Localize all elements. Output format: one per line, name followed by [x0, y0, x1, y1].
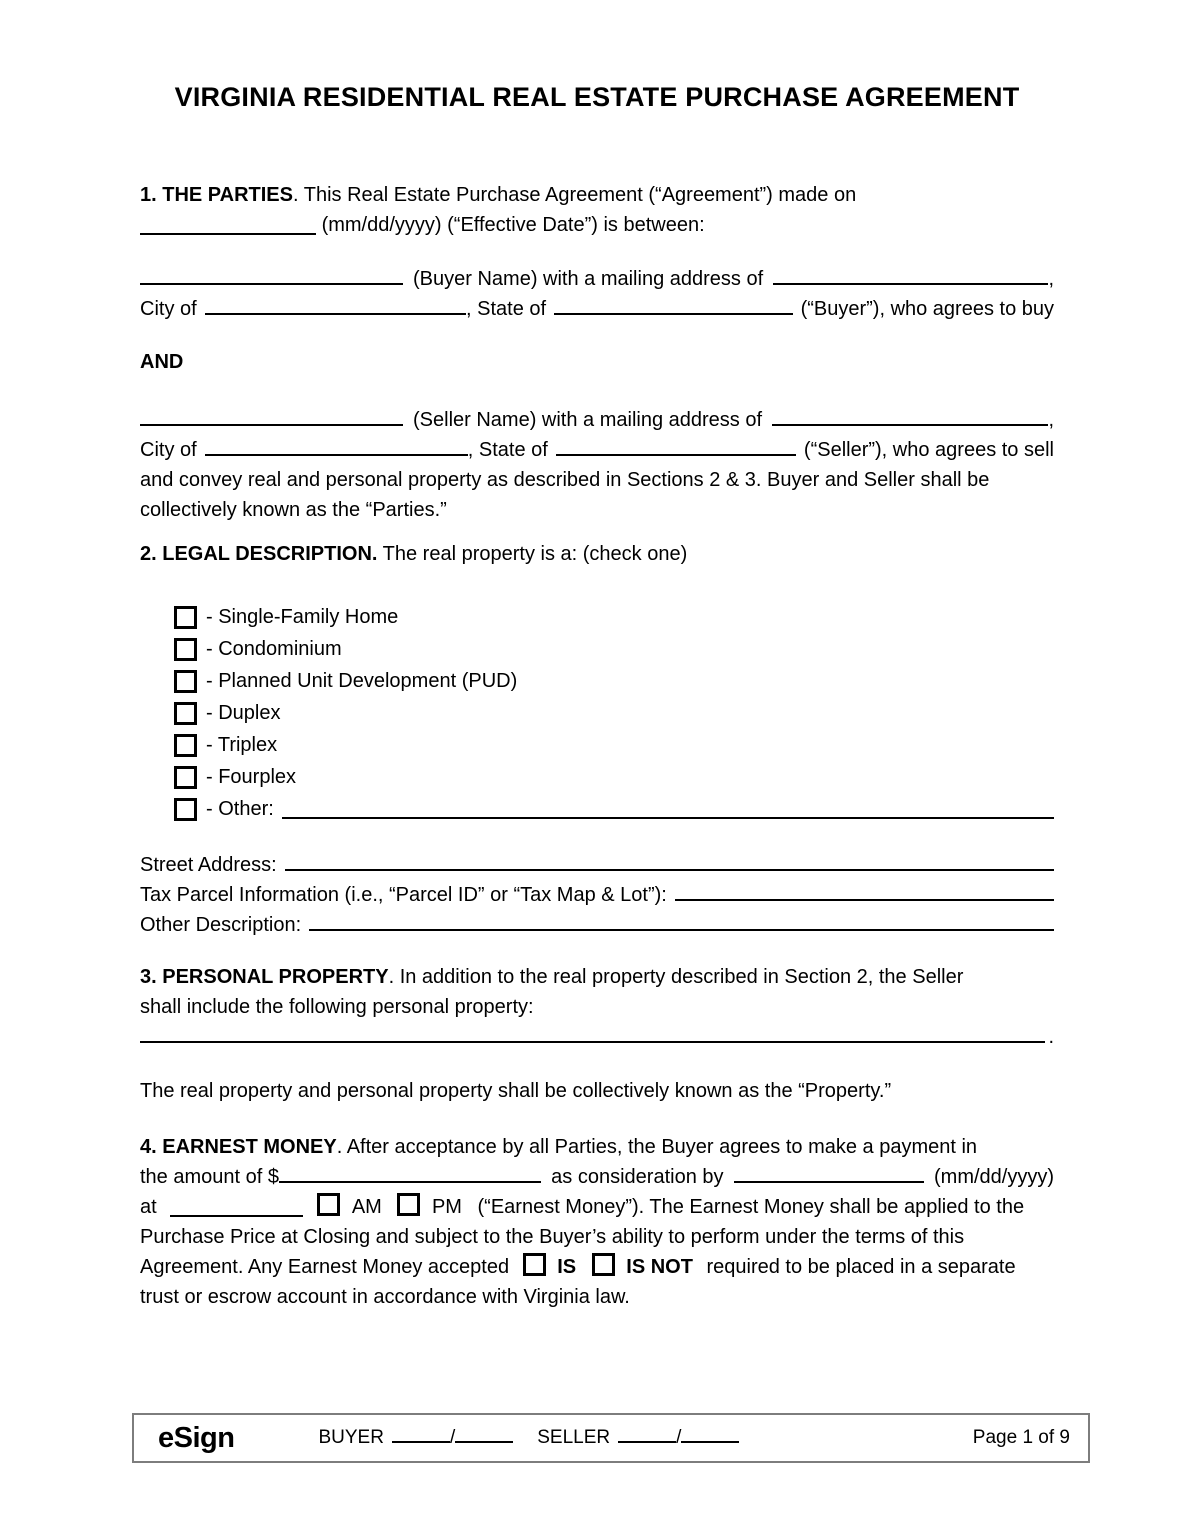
is-label: IS: [557, 1256, 577, 1278]
legal-heading-rest: The real property is a: (check one): [382, 543, 688, 565]
seller-state-blank[interactable]: [556, 454, 796, 456]
checkbox-is[interactable]: [523, 1253, 546, 1276]
footer-initials: [318, 1427, 739, 1449]
section-earnest-money: [140, 1132, 1054, 1312]
slash: /: [676, 1427, 682, 1448]
earnest-line5-end: required to be placed in a separate: [706, 1256, 1016, 1278]
earnest-line5-pre: Agreement. Any Earnest Money accepted: [140, 1256, 510, 1278]
seller-paragraph: [140, 405, 1054, 525]
seller-initial-blank-1[interactable]: [618, 1441, 676, 1443]
legal-heading: 2. LEGAL DESCRIPTION.: [140, 543, 378, 565]
checkbox-single-family-home[interactable]: [174, 606, 197, 629]
option-label: - Triplex: [206, 733, 278, 756]
section-legal-heading: [140, 539, 1054, 569]
checkbox-planned-unit-development[interactable]: [174, 670, 197, 693]
earnest-amount-blank[interactable]: [279, 1181, 541, 1183]
slash: /: [449, 1427, 456, 1448]
property-type-options: [140, 601, 1054, 825]
option-label: - Condominium: [206, 637, 342, 660]
checkbox-pm[interactable]: [397, 1193, 420, 1216]
parties-heading-rest: . This Real Estate Purchase Agreement (“Agreement”) made on: [293, 184, 857, 206]
earnest-at-label: at: [140, 1196, 157, 1218]
effective-date-suffix: (mm/dd/yyyy) (“Effective Date”) is between:: [321, 214, 705, 236]
seller-end-text: (“Seller”), who agrees to sell: [803, 439, 1054, 461]
personal-closing: The real property and personal property shall be collectively known as the “Property.”: [140, 1080, 892, 1102]
page-footer: [132, 1413, 1090, 1463]
checkbox-is-not[interactable]: [592, 1253, 615, 1276]
buyer-initial-blank-2[interactable]: [455, 1441, 513, 1443]
seller-line4: collectively known as the “Parties.”: [140, 499, 447, 521]
section-personal-property: [140, 962, 1054, 1022]
seller-city-blank[interactable]: [205, 454, 468, 456]
earnest-time-blank[interactable]: [170, 1215, 303, 1217]
checkbox-duplex[interactable]: [174, 702, 197, 725]
parties-heading: 1. THE PARTIES: [140, 184, 293, 206]
buyer-comma: ,: [1048, 268, 1054, 290]
personal-heading: 3. PERSONAL PROPERTY: [140, 966, 389, 988]
buyer-city-label: City of: [140, 298, 197, 320]
seller-initial-blank-2[interactable]: [681, 1441, 739, 1443]
earnest-line4: Purchase Price at Closing and subject to the Buyer’s ability to perform under the terms of this: [140, 1226, 965, 1248]
pm-label: PM: [431, 1196, 462, 1218]
earnest-heading-rest: . After acceptance by all Parties, the Buyer agrees to make a payment in: [336, 1136, 978, 1158]
option-fourplex: [174, 761, 1054, 793]
effective-date-blank[interactable]: [140, 233, 316, 235]
earnest-line2-mid: as consideration by: [551, 1166, 724, 1188]
checkbox-other[interactable]: [174, 798, 197, 821]
esign-logo: eSign: [158, 1421, 235, 1454]
option-label: - Duplex: [206, 701, 281, 724]
section-parties-intro: [140, 180, 1054, 240]
earnest-amount-label: the amount of $: [140, 1166, 279, 1188]
document-content: [140, 0, 1054, 1312]
buyer-address-blank[interactable]: [773, 283, 1048, 285]
checkbox-condominium[interactable]: [174, 638, 197, 661]
other-description-label: Other Description:: [140, 914, 302, 936]
personal-line2: shall include the following personal property:: [140, 996, 534, 1018]
earnest-line3-end: (“Earnest Money”). The Earnest Money shall be applied to the: [477, 1196, 1025, 1218]
personal-property-blank[interactable]: [140, 1041, 1045, 1043]
seller-city-label: City of: [140, 439, 197, 461]
option-condominium: [174, 633, 1054, 665]
tax-parcel-blank[interactable]: [675, 899, 1054, 901]
option-label: - Single-Family Home: [206, 605, 399, 628]
other-option-blank[interactable]: [282, 817, 1054, 819]
option-label: - Planned Unit Development (PUD): [206, 669, 518, 692]
option-other: [174, 793, 1054, 825]
option-single-family-home: [174, 601, 1054, 633]
street-address-label: Street Address:: [140, 854, 277, 876]
other-description-blank[interactable]: [309, 929, 1054, 931]
tax-parcel-label: Tax Parcel Information (i.e., “Parcel ID” or “Tax Map & Lot”):: [140, 884, 667, 906]
seller-name-blank[interactable]: [140, 424, 403, 426]
buyer-city-blank[interactable]: [205, 313, 466, 315]
seller-line3: and convey real and personal property as described in Sections 2 & 3. Buyer and Seller shall be: [140, 469, 990, 491]
checkbox-triplex[interactable]: [174, 734, 197, 757]
option-duplex: [174, 697, 1054, 729]
earnest-line6: trust or escrow account in accordance with Virginia law.: [140, 1286, 630, 1308]
seller-mid-text: (Seller Name) with a mailing address of: [413, 409, 763, 431]
document-title: VIRGINIA RESIDENTIAL REAL ESTATE PURCHASE AGREEMENT: [174, 82, 1020, 112]
address-block: [140, 850, 1054, 940]
option-triplex: [174, 729, 1054, 761]
am-label: AM: [351, 1196, 382, 1218]
earnest-line2-end: (mm/dd/yyyy): [934, 1166, 1054, 1188]
and-label: AND: [140, 351, 184, 373]
option-planned-unit-development: [174, 665, 1054, 697]
street-address-blank[interactable]: [285, 869, 1054, 871]
option-label: - Fourplex: [206, 765, 297, 788]
checkbox-am[interactable]: [317, 1193, 340, 1216]
seller-address-blank[interactable]: [772, 424, 1048, 426]
buyer-name-blank[interactable]: [140, 283, 403, 285]
page-number: Page 1 of 9: [972, 1427, 1070, 1448]
footer-seller-label: SELLER: [537, 1427, 611, 1448]
buyer-state-blank[interactable]: [554, 313, 792, 315]
personal-heading-rest: . In addition to the real property described in Section 2, the Seller: [388, 966, 964, 988]
consideration-date-blank[interactable]: [734, 1181, 925, 1183]
earnest-heading: 4. EARNEST MONEY: [140, 1136, 337, 1158]
buyer-mid-text: (Buyer Name) with a mailing address of: [413, 268, 764, 290]
is-not-label: IS NOT: [626, 1256, 693, 1278]
buyer-state-label: , State of: [466, 298, 547, 320]
seller-comma: ,: [1048, 409, 1054, 431]
buyer-end-text: (“Buyer”), who agrees to buy: [800, 298, 1054, 320]
option-label: - Other:: [206, 797, 274, 820]
seller-state-label: , State of: [467, 439, 548, 461]
checkbox-fourplex[interactable]: [174, 766, 197, 789]
buyer-initial-blank-1[interactable]: [392, 1441, 450, 1443]
footer-buyer-label: BUYER: [318, 1427, 384, 1448]
personal-period: .: [1048, 1026, 1054, 1048]
buyer-paragraph: [140, 264, 1054, 324]
